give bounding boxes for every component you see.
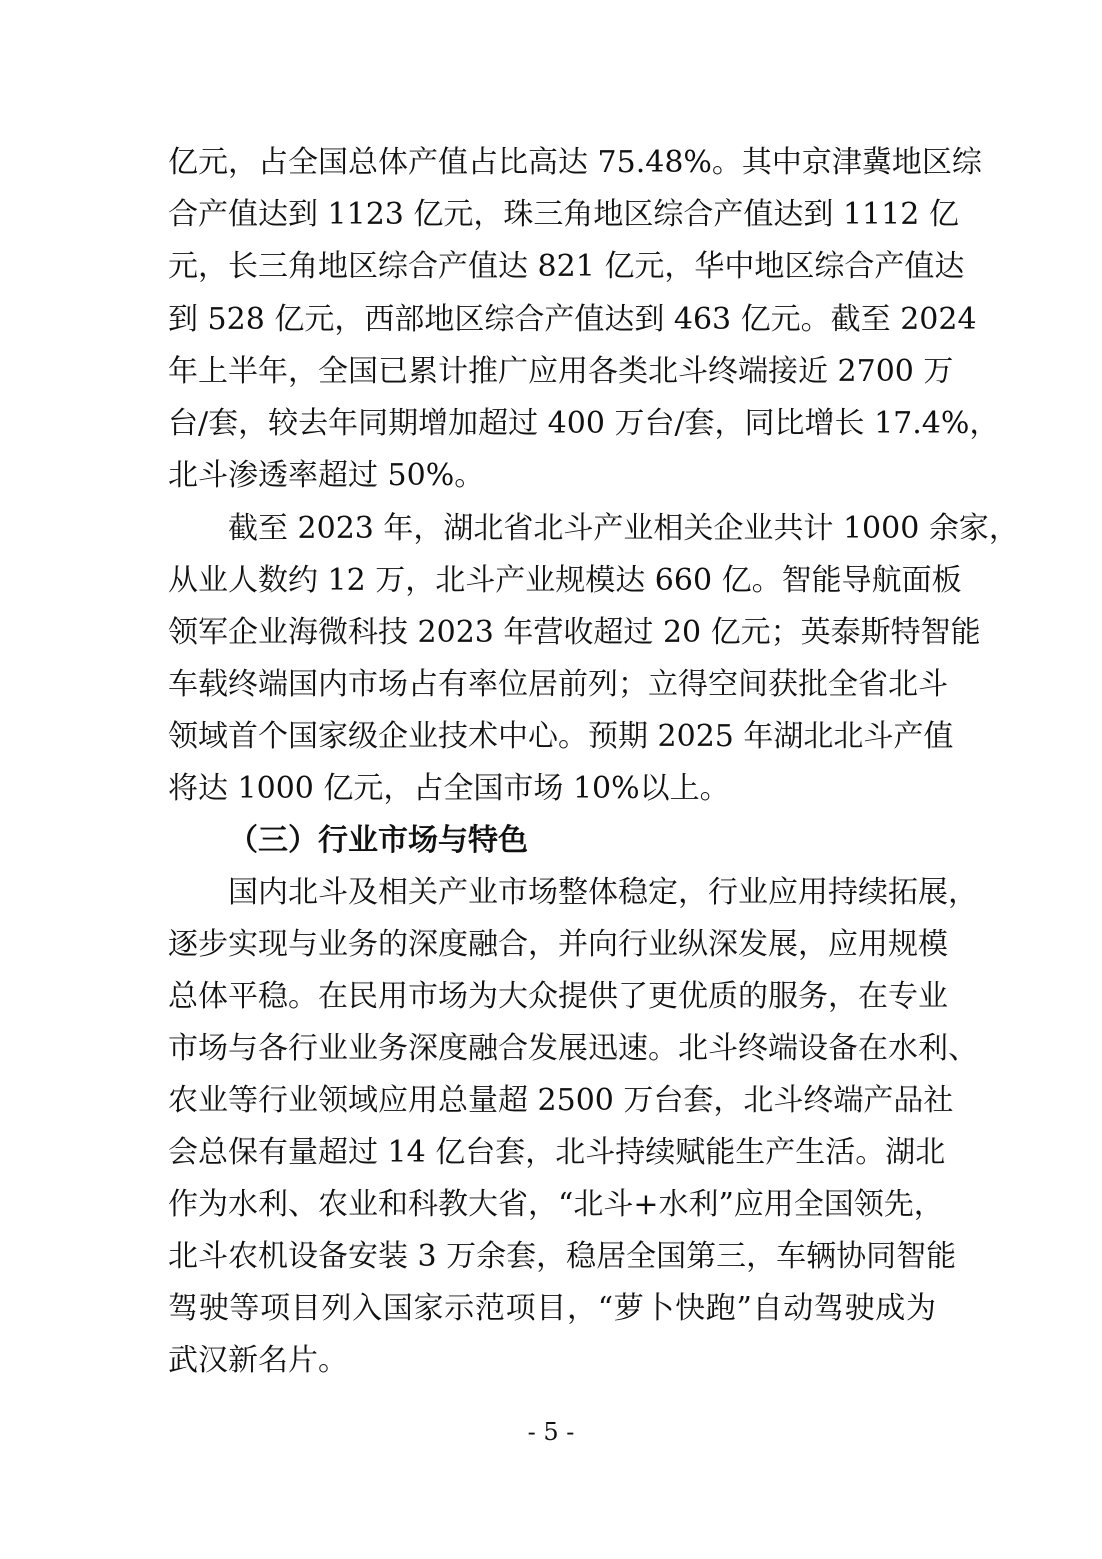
- paragraph-3-line-2: 逐步实现与业务的深度融合，并向行业纵深发展，应用规模: [168, 927, 948, 962]
- paragraph-1-line-1: 亿元，占全国总体产值占比高达 75.48%。其中京津冀地区综: [168, 145, 982, 180]
- paragraph-2-line-2: 从业人数约 12 万，北斗产业规模达 660 亿。智能导航面板: [168, 563, 962, 598]
- paragraph-3-line-6: 会总保有量超过 14 亿台套，北斗持续赋能生产生活。湖北: [168, 1135, 946, 1170]
- paragraph-3-line-5: 农业等行业领域应用总量超 2500 万台套，北斗终端产品社: [168, 1083, 954, 1118]
- paragraph-1-line-3: 元，长三角地区综合产值达 821 亿元，华中地区综合产值达: [168, 249, 965, 284]
- paragraph-3-line-10: 武汉新名片。: [168, 1343, 348, 1378]
- paragraph-2-line-4: 车载终端国内市场占有率位居前列；立得空间获批全省北斗: [168, 667, 948, 702]
- paragraph-2-line-5: 领域首个国家级企业技术中心。预期 2025 年湖北北斗产值: [168, 719, 954, 754]
- paragraph-1-line-4: 到 528 亿元，西部地区综合产值达到 463 亿元。截至 2024: [168, 302, 977, 337]
- paragraph-3-line-3: 总体平稳。在民用市场为大众提供了更优质的服务，在专业: [168, 979, 948, 1014]
- paragraph-3-line-7: 作为水利、农业和科教大省，“北斗+水利”应用全国领先，: [168, 1187, 944, 1222]
- paragraph-1-line-6: 台/套，较去年同期增加超过 400 万台/套，同比增长 17.4%，: [168, 406, 1000, 441]
- paragraph-1-line-5: 年上半年，全国已累计推广应用各类北斗终端接近 2700 万: [168, 354, 954, 389]
- paragraph-2-line-6: 将达 1000 亿元，占全国市场 10%以上。: [168, 771, 730, 806]
- paragraph-3-line-8: 北斗农机设备安装 3 万余套，稳居全国第三，车辆协同智能: [168, 1239, 957, 1274]
- section-heading: （三）行业市场与特色: [228, 823, 528, 858]
- page-number: - 5 -: [527, 1418, 575, 1446]
- paragraph-2-line-1: 截至 2023 年，湖北省北斗产业相关企业共计 1000 余家，: [228, 511, 1019, 546]
- paragraph-3-line-4: 市场与各行业业务深度融合发展迅速。北斗终端设备在水利、: [168, 1031, 978, 1066]
- paragraph-1-line-2: 合产值达到 1123 亿元，珠三角地区综合产值达到 1112 亿: [168, 197, 959, 232]
- paragraph-3-line-1: 国内北斗及相关产业市场整体稳定，行业应用持续拓展，: [228, 875, 978, 910]
- paragraph-3-line-9: 驾驶等项目列入国家示范项目，“萝卜快跑”自动驾驶成为: [168, 1291, 936, 1326]
- paragraph-1-line-7: 北斗渗透率超过 50%。: [168, 458, 485, 493]
- paragraph-2-line-3: 领军企业海微科技 2023 年营收超过 20 亿元；英泰斯特智能: [168, 615, 981, 650]
